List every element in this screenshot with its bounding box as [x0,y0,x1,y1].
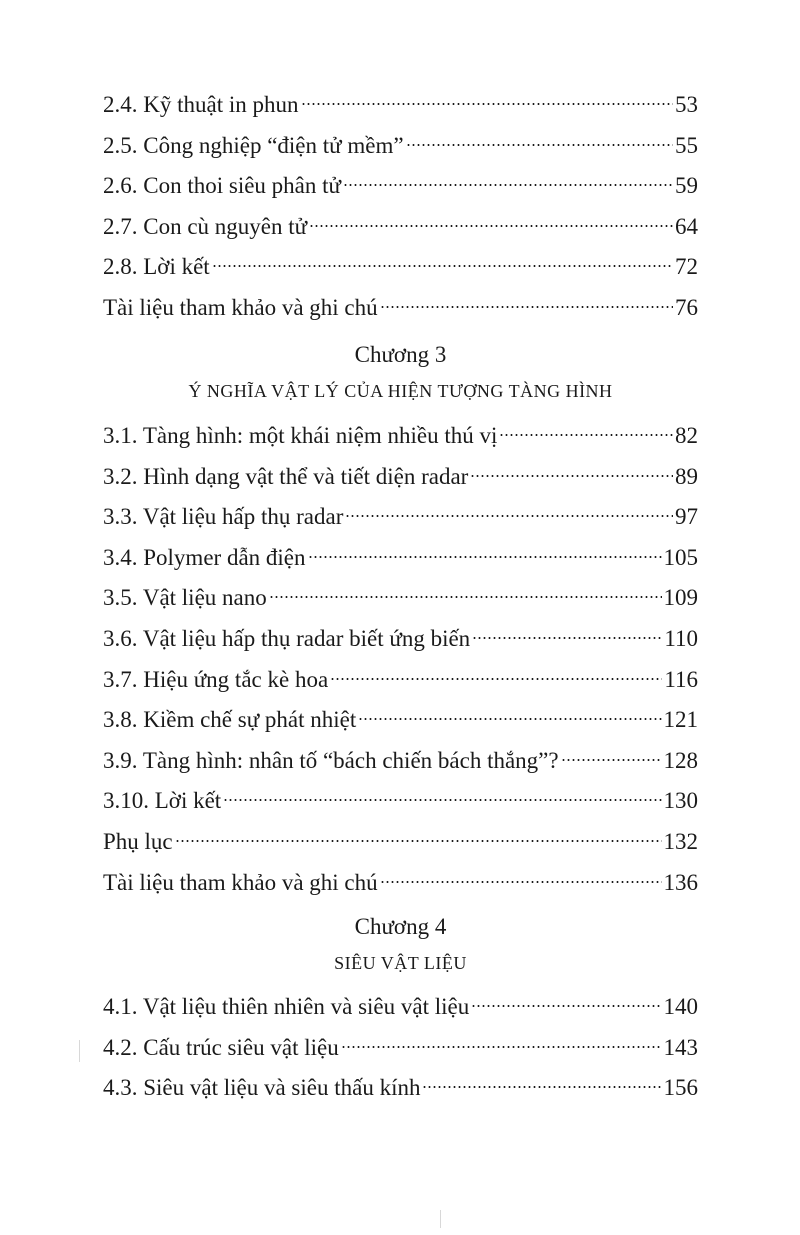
chapter4-entries [103,987,698,1109]
toc-entry[interactable] [103,781,698,822]
entry-page-number: 156 [663,1075,698,1101]
entry-title: 3.4. Polymer dẫn điện [103,544,306,570]
dot-leader [309,223,673,229]
dot-leader [301,101,674,107]
toc-entry[interactable] [103,457,698,498]
entry-page-number: 132 [663,828,698,854]
chapter3-entries [103,416,698,903]
toc-entry[interactable] [103,166,698,207]
toc-entry[interactable] [103,538,698,579]
chapter2-entries [103,85,698,329]
entry-page-number: 143 [663,1034,698,1060]
dot-leader [406,142,673,148]
entry-title: 3.5. Vật liệu nano [103,585,267,611]
entry-page-number: 53 [675,92,698,117]
entry-page-number: 109 [663,585,698,611]
dot-leader [499,432,673,438]
dot-leader [345,513,673,519]
toc-entry[interactable] [103,288,698,329]
toc-entry[interactable] [103,207,698,248]
dot-leader [308,554,662,560]
entry-page-number: 105 [663,544,698,570]
entry-title: 3.7. Hiệu ứng tắc kè hoa [103,666,329,692]
entry-page-number: 110 [664,625,698,651]
entry-page-number: 76 [675,294,698,320]
dot-leader [269,594,662,600]
dot-leader [380,304,673,310]
dot-leader [212,263,673,269]
entry-page-number: 121 [663,707,698,733]
entry-title: 2.4. Kỹ thuật in phun [103,92,299,117]
entry-title: 2.5. Công nghiệp “điện tử mềm” [103,132,404,158]
chapter4-header [103,911,698,977]
toc-entry[interactable] [103,85,698,126]
entry-title: 4.3. Siêu vật liệu và siêu thấu kính [103,1075,421,1101]
entry-page-number: 116 [664,666,698,692]
entry-title: 2.8. Lời kết [103,254,210,280]
entry-title: 3.6. Vật liệu hấp thụ radar biết ứng biến [103,625,471,651]
dot-leader [422,1084,661,1090]
toc-entry[interactable] [103,1068,698,1109]
entry-page-number: 128 [663,747,698,773]
toc-entry[interactable] [103,863,698,904]
dot-leader [471,1003,661,1009]
entry-title: 4.2. Cấu trúc siêu vật liệu [103,1034,339,1060]
dot-leader [175,838,662,844]
toc-entry[interactable] [103,1028,698,1069]
dot-leader [561,757,662,763]
dot-leader [341,1044,662,1050]
dot-leader [470,473,673,479]
toc-entry[interactable] [103,619,698,660]
dot-leader [358,716,661,722]
dot-leader [380,879,662,885]
entry-title: 4.1. Vật liệu thiên nhiên và siêu vật liệu [103,994,470,1019]
scan-speck [440,1210,441,1228]
chapter-heading: Chương 3 [354,342,447,367]
dot-leader [472,635,662,641]
toc-entry[interactable] [103,987,698,1028]
toc-entry[interactable] [103,660,698,701]
toc-entry[interactable] [103,578,698,619]
entry-title: Phụ lục [103,828,173,854]
entry-page-number: 64 [675,213,698,239]
chapter3-header [103,339,698,405]
toc-entry[interactable] [103,700,698,741]
chapter-heading: Chương 4 [354,914,447,939]
entry-title: 3.8. Kiềm chế sự phát nhiệt [103,707,357,733]
entry-page-number: 130 [663,788,698,814]
toc-entry[interactable] [103,247,698,288]
entry-title: Tài liệu tham khảo và ghi chú [103,294,378,320]
dot-leader [223,797,661,803]
entry-page-number: 72 [675,254,698,280]
entry-page-number: 82 [675,423,698,448]
toc-entry[interactable] [103,497,698,538]
toc-entry[interactable] [103,416,698,457]
toc-entry[interactable] [103,126,698,167]
entry-page-number: 55 [675,132,698,158]
entry-page-number: 140 [663,994,698,1019]
entry-title: 3.2. Hình dạng vật thể và tiết diện radar [103,463,469,489]
entry-title: 2.6. Con thoi siêu phân tử [103,173,341,199]
dot-leader [343,182,673,188]
toc-entry[interactable] [103,741,698,782]
entry-page-number: 89 [675,463,698,489]
entry-page-number: 59 [675,173,698,199]
entry-title: 3.1. Tàng hình: một khái niệm nhiều thú vị [103,423,498,448]
entry-title: 3.3. Vật liệu hấp thụ radar [103,504,344,530]
chapter-title: Ý NGHĨA VẬT LÝ CỦA HIỆN TƯỢNG TÀNG HÌNH [188,381,613,401]
chapter-title: SIÊU VẬT LIỆU [334,953,467,973]
entry-title: 3.9. Tàng hình: nhân tố “bách chiến bách thắng”? [103,747,559,773]
entry-title: Tài liệu tham khảo và ghi chú [103,869,378,895]
entry-title: 3.10. Lời kết [103,788,222,814]
toc-entry[interactable] [103,822,698,863]
dot-leader [330,676,662,682]
scan-speck [79,1040,80,1062]
entry-title: 2.7. Con cù nguyên tử [103,213,308,239]
entry-page-number: 136 [663,869,698,895]
entry-page-number: 97 [675,504,698,530]
